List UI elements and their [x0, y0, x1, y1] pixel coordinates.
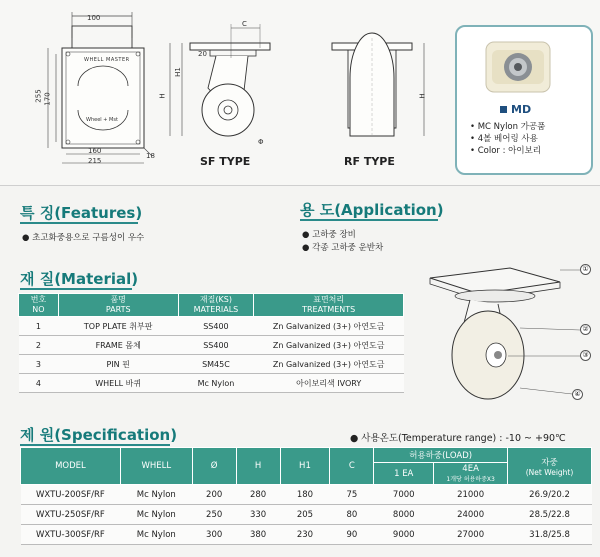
dim-h1: H1 — [173, 67, 182, 77]
dim-h-rf: H — [418, 93, 427, 99]
table-row — [19, 336, 404, 355]
material-cell-no: 2 — [19, 336, 59, 355]
material-col-materials — [178, 294, 254, 317]
spec-header-row-1 — [21, 448, 592, 463]
spec-cell-c: 75 — [330, 485, 374, 505]
features-heading: 특 징(Features) — [20, 204, 143, 222]
features-item: ● 초고화중용으로 구름성이 우수 — [22, 233, 145, 243]
md-title — [500, 103, 531, 116]
spec-cell-1ea: 7000 — [374, 485, 434, 505]
spec-cell-c: 80 — [330, 505, 374, 525]
material-table — [18, 293, 404, 393]
spec-cell-h: 280 — [236, 485, 280, 505]
spec-col-4ea-sub: 1개당 허용하중X3 — [446, 476, 495, 483]
spec-col-4ea-main: 4EA — [462, 464, 479, 474]
material-col-treatments-ko: 표면처리 — [313, 295, 345, 304]
material-col-treatments-en: TREATMENTS — [302, 305, 356, 314]
md-item-3: • Color : 아이보리 — [470, 146, 542, 156]
spec-heading: 제 원(Specification) — [20, 426, 178, 444]
features-item-text: 초고화중용으로 구름성이 우수 — [32, 233, 145, 243]
md-item-1: • MC Nylon 가공품 — [470, 122, 546, 132]
material-cell-part: TOP PLATE 취부판 — [58, 317, 178, 336]
material-col-materials-en: MATERIALS — [193, 305, 239, 314]
material-col-treatments — [254, 294, 404, 317]
material-cell-material: Mc Nylon — [178, 374, 254, 393]
spec-cell-c: 90 — [330, 525, 374, 545]
material-underline — [20, 288, 132, 290]
dim-base-outer: 215 — [88, 157, 102, 165]
spec-cell-weight: 28.5/22.8 — [508, 505, 592, 525]
spec-col-4ea — [434, 463, 508, 485]
table-row — [21, 525, 592, 545]
material-col-parts-ko: 품명 — [110, 295, 126, 304]
material-col-materials-ko: 재질(KS) — [199, 295, 232, 304]
md-item-2: • 4볼 베어링 사용 — [470, 134, 538, 144]
spec-col-h1: H1 — [280, 448, 330, 485]
material-cell-treatment: Zn Galvanized (3+) 아연도금 — [254, 317, 404, 336]
material-cell-no: 4 — [19, 374, 59, 393]
spec-cell-model: WXTU-250SF/RF — [21, 505, 121, 525]
temperature-range: ● 사용온도(Temperature range) : -10 ~ +90℃ — [350, 433, 566, 444]
spec-cell-4ea: 21000 — [434, 485, 508, 505]
md-square-icon — [500, 106, 507, 113]
spec-cell-4ea: 24000 — [434, 505, 508, 525]
spec-cell-model: WXTU-300SF/RF — [21, 525, 121, 545]
spec-cell-phi: 300 — [192, 525, 236, 545]
spec-col-wheel: WHELL — [120, 448, 192, 485]
spec-cell-wheel: Mc Nylon — [120, 525, 192, 545]
material-cell-part: FRAME 몸체 — [58, 336, 178, 355]
spec-col-model: MODEL — [21, 448, 121, 485]
features-underline — [20, 222, 138, 224]
material-col-no-ko: 번호 — [30, 295, 47, 304]
material-col-no — [19, 294, 59, 317]
spec-cell-weight: 26.9/20.2 — [508, 485, 592, 505]
plate-text-bottom: Wheel + Mst — [86, 117, 118, 123]
dim-thickness: 18 — [146, 152, 155, 160]
spec-table — [20, 447, 592, 545]
spec-col-h: H — [236, 448, 280, 485]
section-divider — [0, 185, 600, 186]
spec-col-load: 허용하중(LOAD) — [374, 448, 508, 463]
table-row — [21, 505, 592, 525]
spec-cell-h1: 230 — [280, 525, 330, 545]
spec-col-weight — [508, 448, 592, 485]
application-item-2-text: 각종 고하중 운반차 — [312, 243, 384, 253]
material-header-row — [19, 294, 404, 317]
sf-type-drawing — [160, 18, 280, 148]
material-cell-material: SS400 — [178, 336, 254, 355]
caster-assembly-drawing — [420, 260, 600, 410]
table-row — [21, 485, 592, 505]
material-cell-material: SM45C — [178, 355, 254, 374]
spec-col-c: C — [330, 448, 374, 485]
callout-2: ② — [580, 324, 591, 335]
spec-cell-1ea: 9000 — [374, 525, 434, 545]
material-cell-treatment: Zn Galvanized (3+) 아연도금 — [254, 336, 404, 355]
material-cell-part: PIN 핀 — [58, 355, 178, 374]
sf-type-label: SF TYPE — [200, 155, 251, 168]
rf-type-label: RF TYPE — [344, 155, 395, 168]
spec-cell-h: 330 — [236, 505, 280, 525]
spec-cell-model: WXTU-200SF/RF — [21, 485, 121, 505]
callout-3: ③ — [580, 350, 591, 361]
spec-cell-weight: 31.8/25.8 — [508, 525, 592, 545]
table-row — [19, 374, 404, 393]
spec-col-phi: Ø — [192, 448, 236, 485]
material-cell-no: 1 — [19, 317, 59, 336]
top-plate-drawing — [20, 8, 180, 168]
spec-cell-wheel: Mc Nylon — [120, 505, 192, 525]
spec-col-weight-en: (Net Weight) — [525, 467, 574, 477]
md-wheel-photo — [480, 36, 560, 96]
material-col-parts-en: PARTS — [105, 305, 131, 314]
material-cell-treatment: Zn Galvanized (3+) 아연도금 — [254, 355, 404, 374]
material-heading: 재 질(Material) — [20, 270, 139, 288]
table-row — [19, 355, 404, 374]
spec-cell-phi: 250 — [192, 505, 236, 525]
dim-h: H — [158, 93, 167, 99]
material-cell-no: 3 — [19, 355, 59, 374]
dim-base-inner: 160 — [88, 147, 102, 155]
spec-col-1ea: 1 EA — [374, 463, 434, 485]
application-item-2: ● 각종 고하중 운반차 — [302, 243, 384, 253]
spec-col-weight-ko: 자중 — [541, 457, 558, 468]
material-cell-material: SS400 — [178, 317, 254, 336]
application-underline — [300, 219, 438, 221]
dim-c: C — [242, 20, 247, 28]
spec-cell-1ea: 8000 — [374, 505, 434, 525]
spec-cell-wheel: Mc Nylon — [120, 485, 192, 505]
spec-cell-phi: 200 — [192, 485, 236, 505]
dim-height-inner: 170 — [43, 92, 52, 106]
application-item-1-text: 고하중 장비 — [312, 230, 356, 240]
spec-underline — [20, 444, 170, 446]
plate-text-top: WHELL MASTER — [84, 57, 130, 63]
dim-top-width: 100 — [87, 14, 101, 22]
dim-height-total: 255 — [34, 89, 43, 103]
table-row — [19, 317, 404, 336]
spec-cell-h1: 180 — [280, 485, 330, 505]
spec-cell-4ea: 27000 — [434, 525, 508, 545]
material-col-no-en: NO — [32, 305, 45, 314]
spec-cell-h1: 205 — [280, 505, 330, 525]
application-item-1: ● 고하중 장비 — [302, 230, 356, 240]
dim-plate-thick: 20 — [198, 50, 207, 58]
material-col-parts — [58, 294, 178, 317]
material-cell-part: WHELL 바퀴 — [58, 374, 178, 393]
rf-type-drawing — [320, 18, 440, 148]
dim-phi: Φ — [258, 138, 264, 146]
md-title-text: MD — [511, 103, 532, 116]
spec-cell-h: 380 — [236, 525, 280, 545]
application-heading: 용 도(Application) — [300, 201, 444, 219]
material-cell-treatment: 아이보리색 IVORY — [254, 374, 404, 393]
callout-1: ① — [580, 264, 591, 275]
callout-4: ④ — [572, 389, 583, 400]
